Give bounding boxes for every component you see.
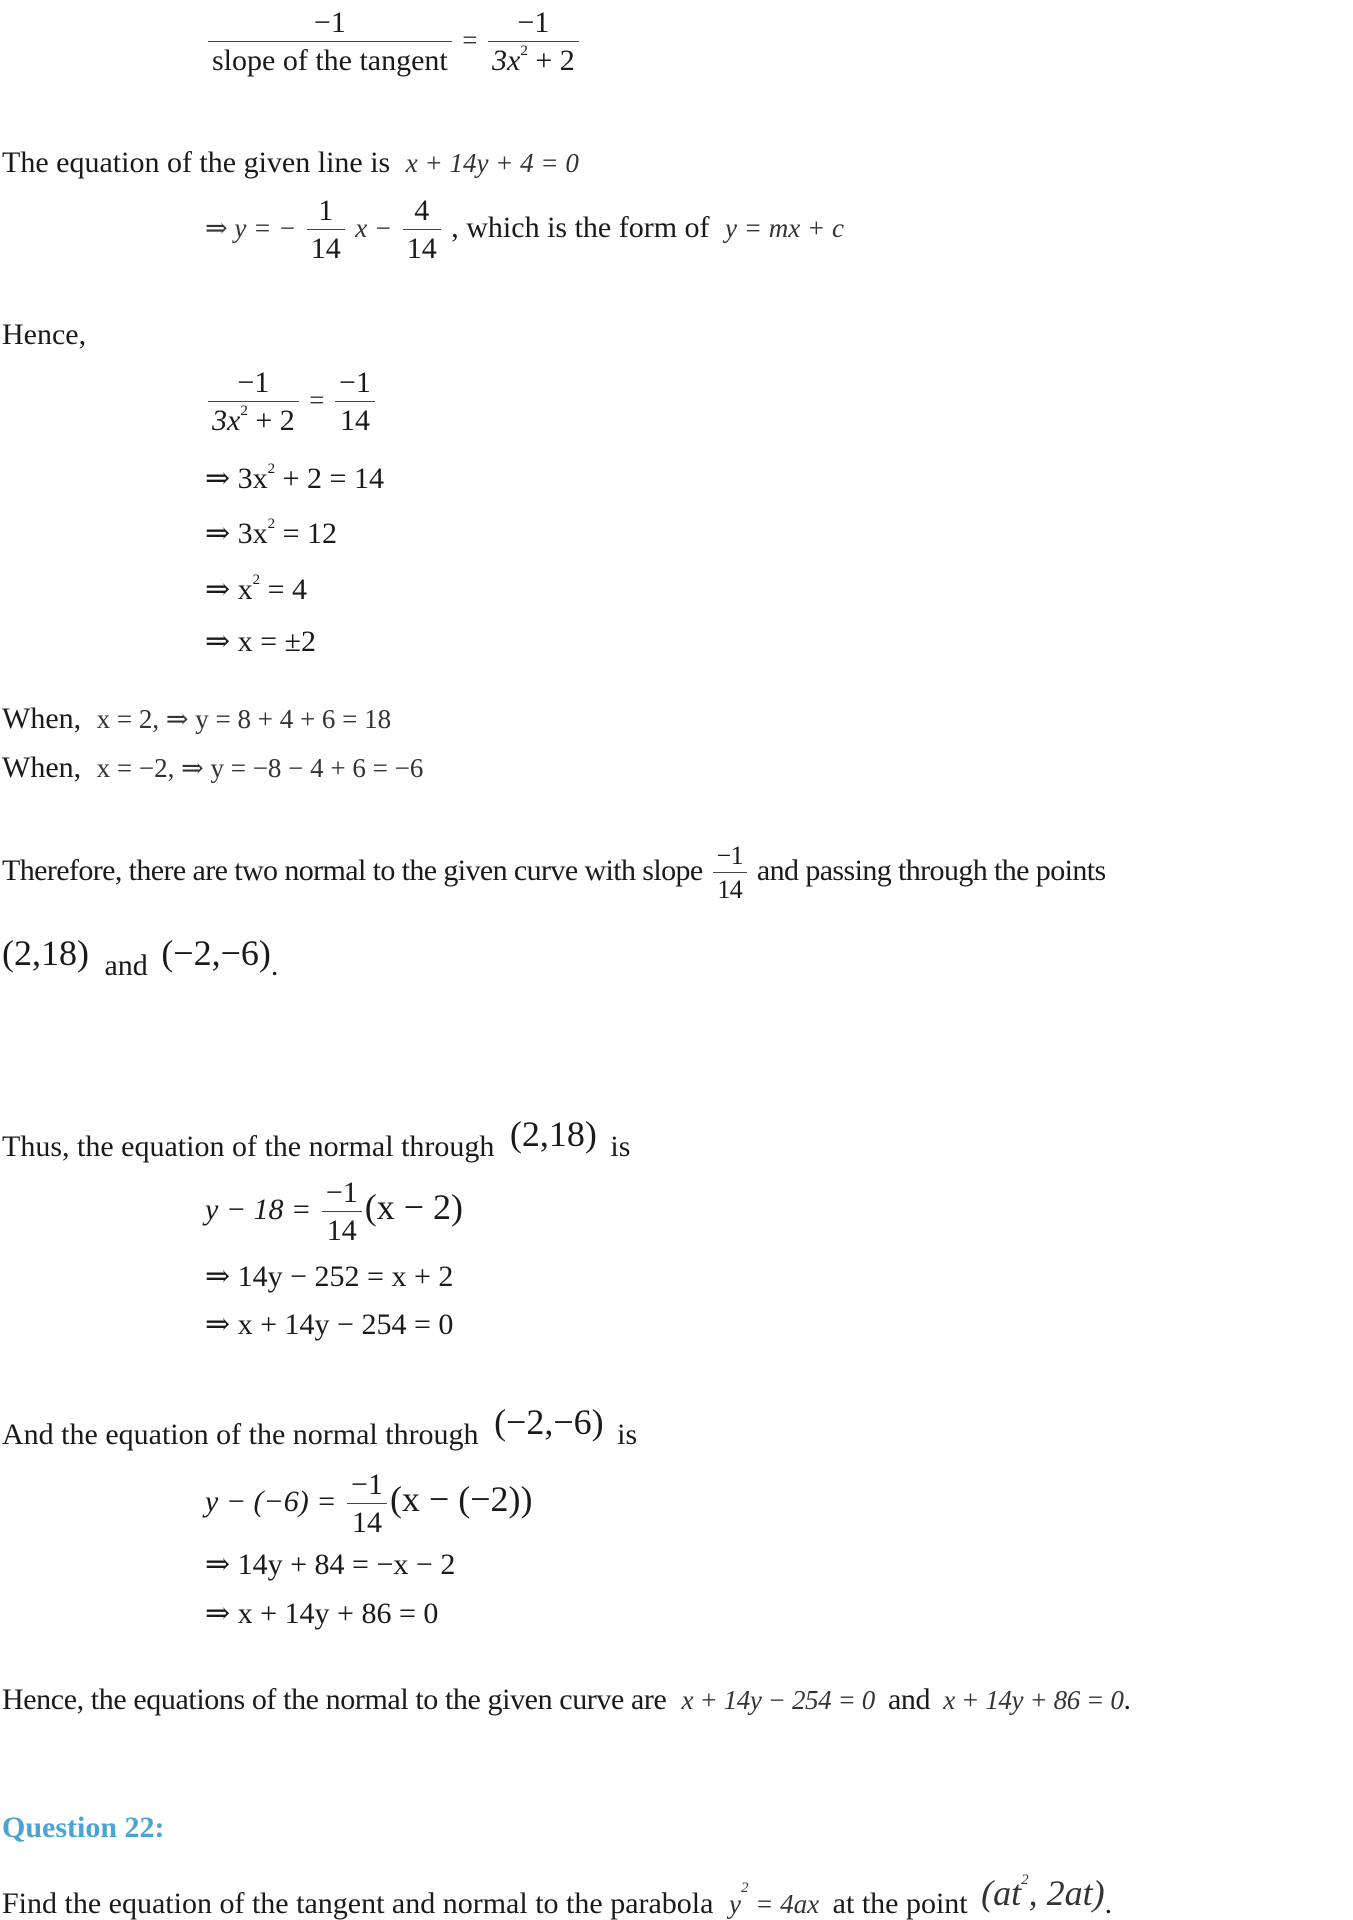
point-coordinate: (−2,−6) bbox=[161, 933, 271, 973]
math-term: ⇒ y = − bbox=[205, 212, 297, 243]
normal-2-equation bbox=[205, 1470, 533, 1538]
math-term: x − bbox=[355, 212, 393, 243]
math-equation: x = 2, ⇒ y = 8 + 4 + 6 = 18 bbox=[96, 704, 392, 734]
fraction-denominator: 14 bbox=[351, 1506, 382, 1539]
math-term: , 2at) bbox=[1028, 1873, 1105, 1913]
fraction-numerator: −1 bbox=[335, 368, 375, 402]
math-term: ⇒ 3x bbox=[205, 462, 268, 495]
paragraph-text: When, bbox=[2, 751, 82, 784]
math-term: + 2 = 14 bbox=[275, 462, 384, 495]
paragraph-text: and passing through the points bbox=[756, 853, 1106, 887]
fraction-numerator: −1 bbox=[208, 368, 299, 402]
hence-fraction-equation: $\frac{-1}{3x^2 + 2}$ = $\frac{-1}{14}$ bbox=[205, 368, 378, 436]
exponent: 2 bbox=[1021, 1872, 1029, 1888]
fraction-numerator: −1 bbox=[322, 1178, 362, 1212]
normal-2-intro bbox=[2, 1402, 638, 1451]
fraction-numerator: 1 bbox=[307, 196, 345, 230]
fraction-numerator: 4 bbox=[403, 196, 441, 230]
paragraph-text: at the point bbox=[832, 1887, 968, 1920]
given-line-paragraph bbox=[2, 148, 579, 178]
slope-form-line bbox=[205, 196, 844, 264]
step-line-1 bbox=[205, 461, 384, 495]
normal-2-step-3: ⇒ x + 14y + 86 = 0 bbox=[205, 1597, 439, 1630]
math-equation: y = mx + c bbox=[725, 212, 844, 243]
math-term: y − (−6) = bbox=[205, 1484, 337, 1518]
exponent: 2 bbox=[267, 461, 276, 477]
math-term: ⇒ x bbox=[205, 573, 253, 606]
math-term: y bbox=[728, 1889, 741, 1919]
exponent: 2 bbox=[240, 403, 248, 419]
math-equation: x + 14y + 86 = 0 bbox=[943, 1685, 1124, 1715]
step-line-4: ⇒ x = ±2 bbox=[205, 625, 317, 658]
normal-2-step-2: ⇒ 14y + 84 = −x − 2 bbox=[205, 1548, 456, 1581]
step-line-3 bbox=[205, 572, 308, 606]
math-term: (x − 2) bbox=[364, 1186, 464, 1227]
fraction-denominator: 14 bbox=[339, 404, 370, 437]
hence-label: Hence, bbox=[2, 318, 87, 351]
math-term: (at bbox=[981, 1873, 1022, 1913]
paragraph-text: is bbox=[610, 1130, 631, 1163]
normal-1-intro bbox=[2, 1114, 631, 1163]
point-coordinate: (2,18) bbox=[2, 933, 89, 973]
fraction-denominator: 14 bbox=[326, 1214, 357, 1247]
math-term: + 2 bbox=[527, 44, 575, 77]
math-term: = 4ax bbox=[748, 1889, 820, 1919]
paragraph-text: And the equation of the normal through bbox=[2, 1418, 479, 1451]
exponent: 2 bbox=[740, 1880, 749, 1896]
paragraph-text: is bbox=[617, 1418, 638, 1451]
math-term: = 12 bbox=[275, 517, 338, 550]
punctuation: . bbox=[270, 949, 279, 982]
question-heading: Question 22: bbox=[2, 1811, 165, 1844]
points-line bbox=[2, 933, 279, 982]
paragraph-text: Therefore, there are two normal to the given curve with slope bbox=[2, 853, 703, 887]
fraction-denominator: slope of the tangent bbox=[212, 44, 448, 77]
paragraph-text: Hence, the equations of the normal to the given curve are bbox=[2, 1683, 667, 1716]
paragraph-text: and bbox=[104, 949, 148, 982]
when-line-1 bbox=[2, 704, 391, 734]
math-term: (x − (−2)) bbox=[389, 1478, 533, 1519]
math-term: 3x bbox=[212, 404, 241, 437]
normal-1-step-3: ⇒ x + 14y − 254 = 0 bbox=[205, 1308, 454, 1341]
math-equation: x + 14y + 4 = 0 bbox=[405, 148, 579, 178]
question-text bbox=[2, 1872, 1113, 1920]
conclusion-paragraph bbox=[2, 1685, 1131, 1715]
fraction-denominator: 14 bbox=[406, 232, 437, 265]
math-term: = 4 bbox=[260, 573, 308, 606]
math-term: + 2 bbox=[247, 404, 295, 437]
therefore-paragraph bbox=[2, 843, 1106, 903]
paragraph-text: The equation of the given line is bbox=[2, 146, 391, 179]
point-coordinate: (2,18) bbox=[509, 1114, 597, 1154]
paragraph-text: and bbox=[887, 1683, 931, 1716]
paragraph-text: , which is the form of bbox=[451, 210, 710, 244]
point-coordinate: (−2,−6) bbox=[494, 1402, 604, 1442]
slope-normal-fraction bbox=[205, 8, 582, 76]
step-line-2 bbox=[205, 516, 338, 550]
fraction-numerator: −1 bbox=[713, 843, 747, 873]
exponent: 2 bbox=[267, 516, 276, 532]
paragraph-text: Find the equation of the tangent and normal to the parabola bbox=[2, 1887, 714, 1920]
paragraph-text: Thus, the equation of the normal through bbox=[2, 1130, 495, 1163]
punctuation: . bbox=[1104, 1887, 1113, 1920]
normal-1-equation bbox=[205, 1178, 463, 1246]
exponent: 2 bbox=[520, 43, 528, 59]
equals-sign: = bbox=[462, 24, 478, 55]
math-term: y − 18 = bbox=[205, 1192, 312, 1226]
math-equation: x = −2, ⇒ y = −8 − 4 + 6 = −6 bbox=[96, 753, 424, 783]
exponent: 2 bbox=[252, 572, 261, 588]
fraction-denominator: 14 bbox=[717, 875, 743, 904]
fraction-numerator: −1 bbox=[488, 8, 579, 42]
fraction-denominator: 14 bbox=[310, 232, 341, 265]
fraction-numerator: −1 bbox=[347, 1470, 387, 1504]
normal-1-step-2: ⇒ 14y − 252 = x + 2 bbox=[205, 1260, 454, 1293]
math-term: ⇒ 3x bbox=[205, 517, 268, 550]
when-line-2 bbox=[2, 753, 423, 783]
math-equation: x + 14y − 254 = 0 bbox=[681, 1685, 875, 1715]
math-term: 3x bbox=[492, 44, 521, 77]
paragraph-text: When, bbox=[2, 702, 82, 735]
punctuation: . bbox=[1123, 1683, 1131, 1716]
fraction-numerator: −1 bbox=[208, 8, 452, 42]
